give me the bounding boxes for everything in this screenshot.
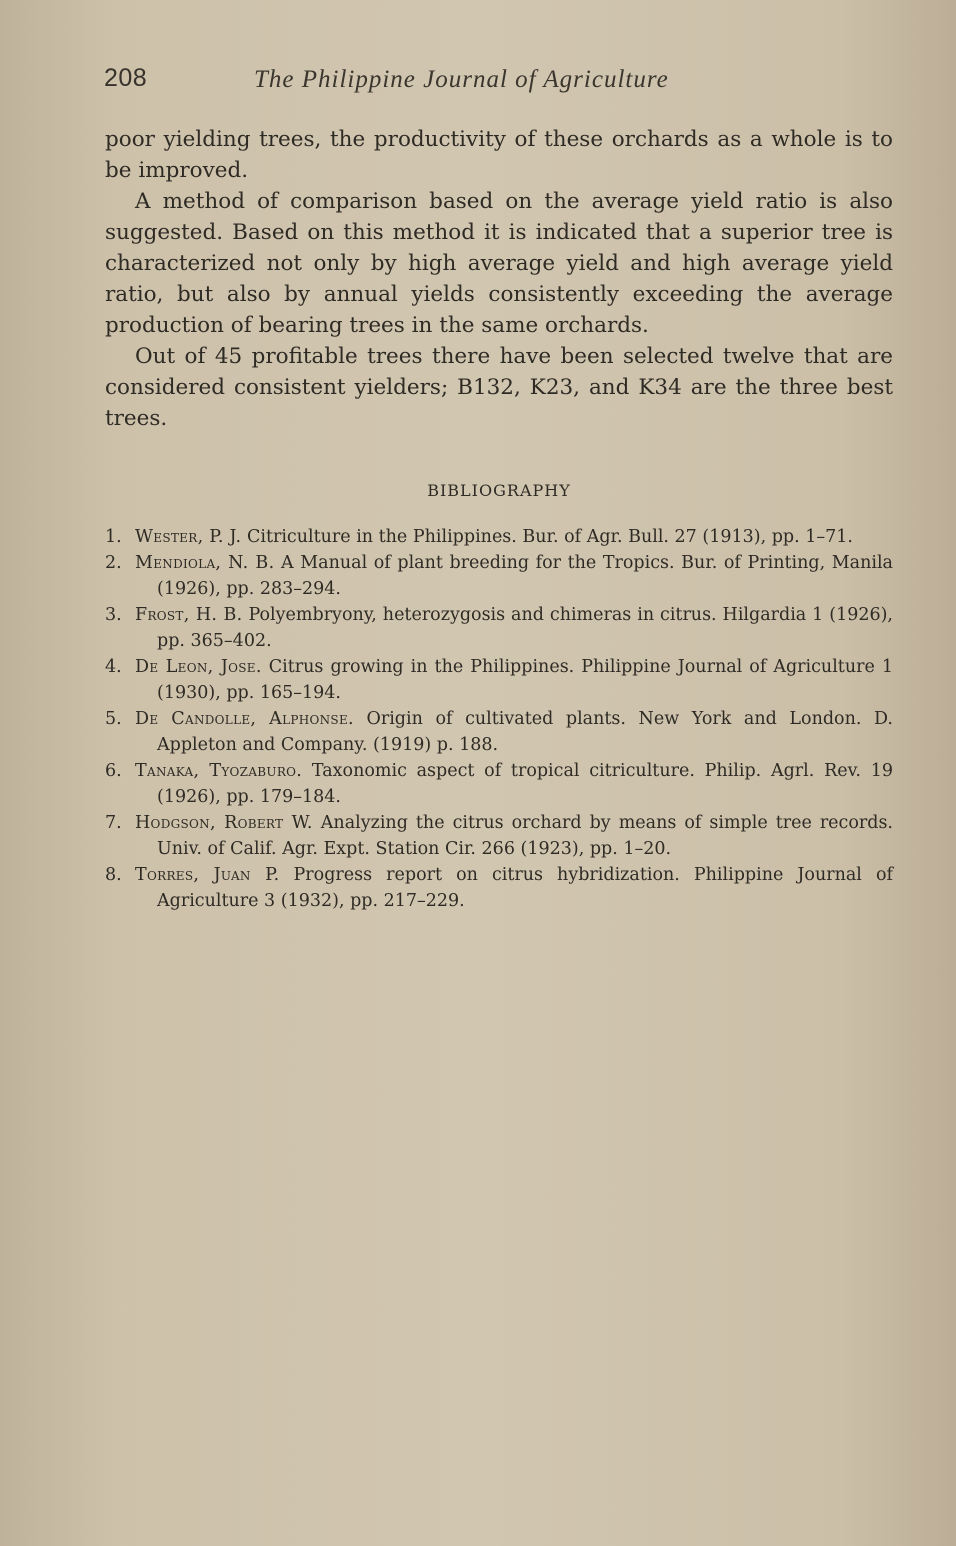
entry-author: Wester, P. J. — [135, 527, 242, 547]
entry-number: 7. — [105, 813, 122, 833]
entry-citation: Citriculture in the Philippines. Bur. of Agr. Bull. 27 (1913), pp. 1–71. — [246, 527, 853, 547]
entry-number: 1. — [105, 527, 122, 547]
entry-citation: Polyembryony, heterozygosis and chimeras in citrus. Hilgardia 1 (1926), pp. 365–402. — [157, 605, 893, 651]
entry-author: Tanaka, Tyozaburo. — [135, 761, 303, 781]
bibliography-entry — [105, 524, 893, 550]
paragraph: Out of 45 profitable trees there have been selected twelve that are considered consistent yielders; B132, K23, and K34 are the three best trees. — [105, 344, 893, 431]
entry-citation: Analyzing the citrus orchard by means of simple tree records. Univ. of Calif. Agr. Expt. Station Cir. 266 (1923), pp. 1–20. — [157, 813, 893, 859]
bibliography-entry — [105, 550, 893, 602]
entry-citation: Citrus growing in the Philippines. Philippine Journal of Agriculture 1 (1930), pp. 165–194. — [157, 657, 893, 703]
entry-author: De Candolle, Alphonse. — [135, 709, 354, 729]
entry-citation: Progress report on citrus hybridization. Philippine Journal of Agriculture 3 (1932), pp. 217–229. — [157, 865, 893, 911]
entry-author: Torres, Juan P. — [135, 865, 280, 885]
entry-author: Frost, H. B. — [135, 605, 243, 625]
page-number: 208 — [104, 64, 148, 92]
entry-number: 2. — [105, 553, 122, 573]
entry-number: 5. — [105, 709, 122, 729]
entry-citation: Taxonomic aspect of tropical citriculture. Philip. Agrl. Rev. 19 (1926), pp. 179–184. — [157, 761, 893, 807]
bibliography-entry — [105, 810, 893, 862]
entry-number: 8. — [105, 865, 122, 885]
entry-number: 4. — [105, 657, 122, 677]
paragraph: poor yielding trees, the productivity of these orchards as a whole is to be improved. — [105, 127, 893, 183]
bibliography-entry — [105, 706, 893, 758]
bibliography-entry — [105, 862, 893, 914]
bibliography-list — [105, 524, 893, 914]
entry-number: 6. — [105, 761, 122, 781]
bibliography-heading: BIBLIOGRAPHY — [427, 481, 571, 500]
entry-author: De Leon, Jose. — [135, 657, 262, 677]
entry-author: Hodgson, Robert W. — [135, 813, 313, 833]
body-text — [105, 124, 893, 434]
bibliography-entry — [105, 654, 893, 706]
journal-title: The Philippine Journal of Agriculture — [254, 66, 669, 93]
entry-number: 3. — [105, 605, 122, 625]
paragraph: A method of comparison based on the average yield ratio is also suggested. Based on this method it is indicated that a superior tree is characterized not only by high average yield and high average yield ratio, but also by annual yields consistently exceeding the average production of bearing trees in the same orchards. — [105, 189, 893, 338]
entry-citation: A Manual of plant breeding for the Tropics. Bur. of Printing, Manila (1926), pp. 283–294. — [157, 553, 893, 599]
entry-citation: Origin of cultivated plants. New York and London. D. Appleton and Company. (1919) p. 188. — [157, 709, 893, 755]
entry-author: Mendiola, N. B. — [135, 553, 275, 573]
bibliography-entry — [105, 758, 893, 810]
bibliography-entry — [105, 602, 893, 654]
running-head — [104, 64, 894, 100]
